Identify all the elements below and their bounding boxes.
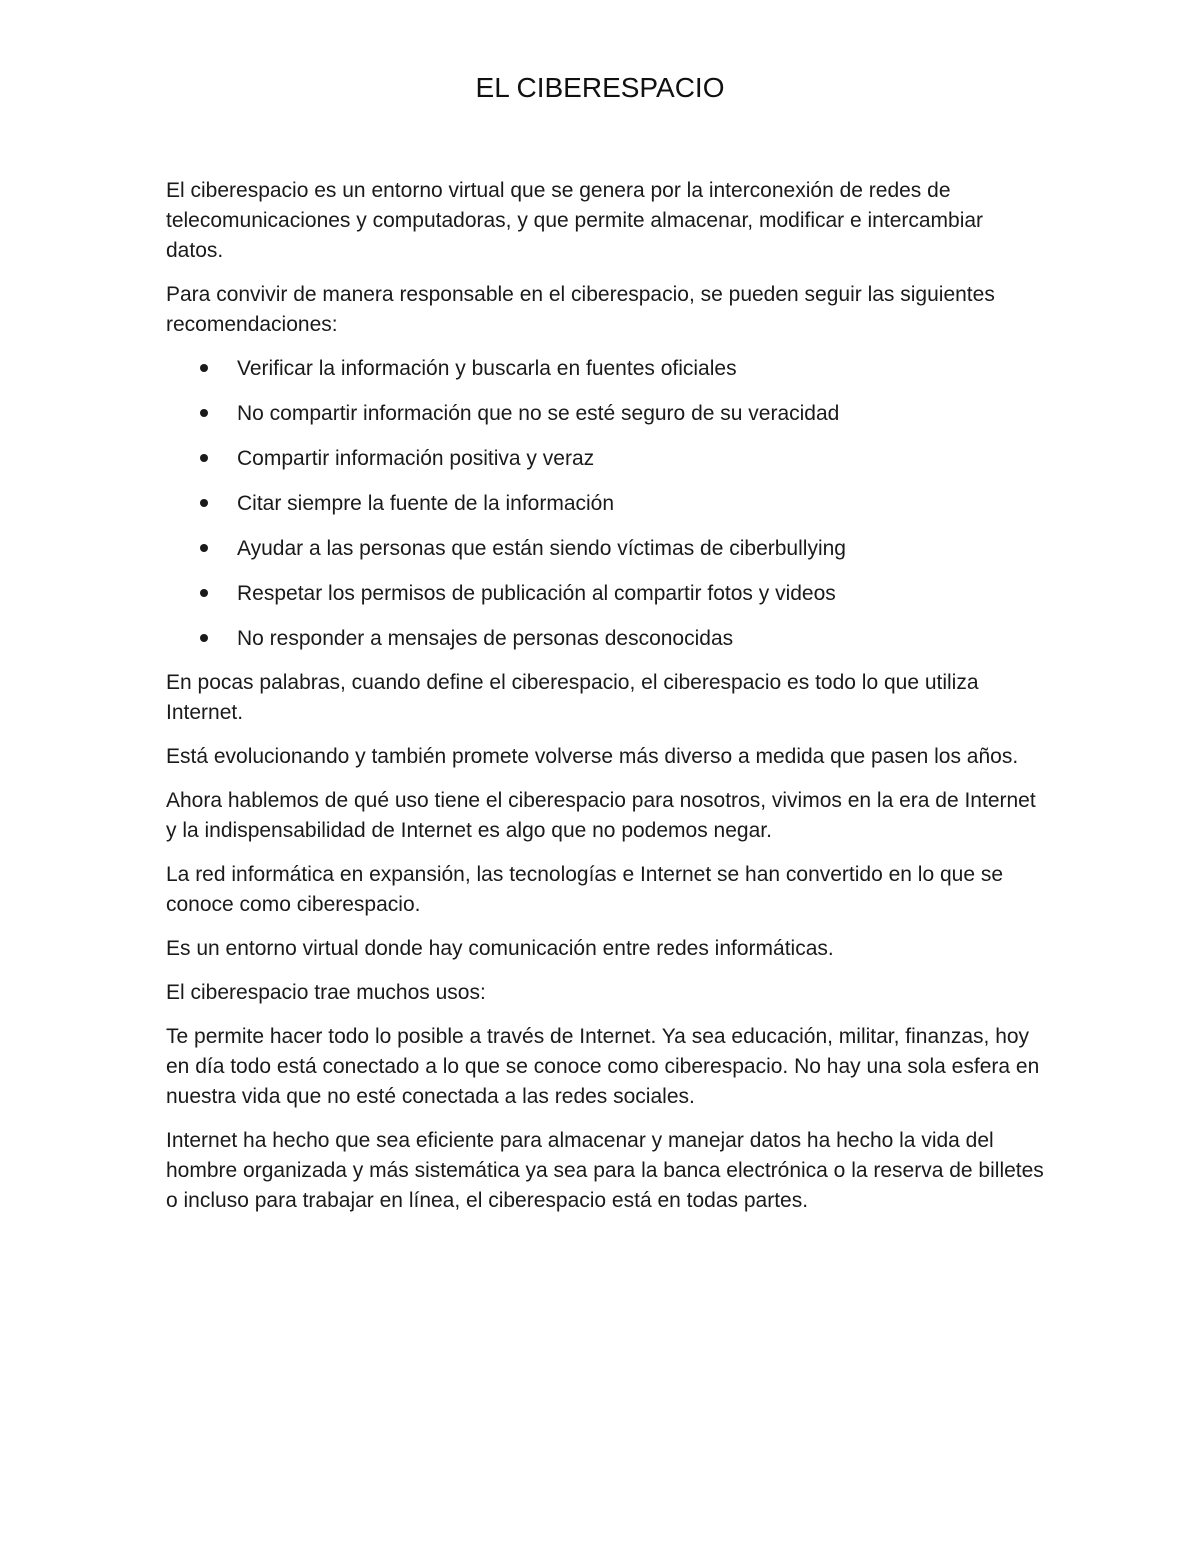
bullet-icon <box>200 364 208 372</box>
paragraph: El ciberespacio trae muchos usos: <box>166 981 486 1004</box>
list-item-text: Verificar la información y buscarla en fuentes oficiales <box>237 357 737 380</box>
paragraph: Ahora hablemos de qué uso tiene el ciberespacio para nosotros, vivimos en la era de Internet y la indispensabilidad de Internet es algo que no podemos negar. <box>166 789 1036 842</box>
paragraph: El ciberespacio es un entorno virtual que se genera por la interconexión de redes de telecomunicaciones y computadoras, y que permite almacenar, modificar e intercambiar datos. <box>166 179 984 262</box>
paragraph: La red informática en expansión, las tecnologías e Internet se han convertido en lo que se conoce como ciberespacio. <box>166 863 1004 916</box>
recommendations-list <box>166 354 1046 654</box>
list-item <box>166 489 1046 519</box>
list-item <box>166 579 1046 609</box>
paragraph: En pocas palabras, cuando define el ciberespacio, el ciberespacio es todo lo que utiliza Internet. <box>166 671 979 724</box>
paragraph: Es un entorno virtual donde hay comunicación entre redes informáticas. <box>166 937 834 960</box>
list-item <box>166 354 1046 384</box>
bullet-icon <box>200 589 208 597</box>
bullet-icon <box>200 499 208 507</box>
list-item <box>166 444 1046 474</box>
list-item <box>166 624 1046 654</box>
list-item <box>166 534 1046 564</box>
bullet-icon <box>200 544 208 552</box>
bullet-icon <box>200 409 208 417</box>
list-item-text: Citar siempre la fuente de la información <box>237 492 615 515</box>
paragraph: Está evolucionando y también promete volverse más diverso a medida que pasen los años. <box>166 745 1019 768</box>
list-item-text: Ayudar a las personas que están siendo víctimas de ciberbullying <box>237 537 846 560</box>
paragraph: Internet ha hecho que sea eficiente para almacenar y manejar datos ha hecho la vida del hombre organizada y más sistemática ya sea para la banca electrónica o la reserva de billetes o incluso para trabajar en línea, el ciberespacio está en todas partes. <box>166 1129 1044 1212</box>
list-item <box>166 399 1046 429</box>
list-item-text: No compartir información que no se esté seguro de su veracidad <box>237 402 840 425</box>
document-body <box>166 176 1046 1230</box>
list-item-text: Compartir información positiva y veraz <box>237 447 595 470</box>
bullet-icon <box>200 634 208 642</box>
list-item-text: No responder a mensajes de personas desconocidas <box>237 627 734 650</box>
list-item-text: Respetar los permisos de publicación al compartir fotos y videos <box>237 582 836 605</box>
paragraph: Te permite hacer todo lo posible a través de Internet. Ya sea educación, militar, finanzas, hoy en día todo está conectado a lo que se conoce como ciberespacio. No hay una sola esfera en nuestra vida que no esté conectada a las redes sociales. <box>166 1025 1040 1108</box>
bullet-icon <box>200 454 208 462</box>
paragraph: Para convivir de manera responsable en el ciberespacio, se pueden seguir las siguientes recomendaciones: <box>166 283 995 336</box>
page-title: EL CIBERESPACIO <box>475 72 725 103</box>
